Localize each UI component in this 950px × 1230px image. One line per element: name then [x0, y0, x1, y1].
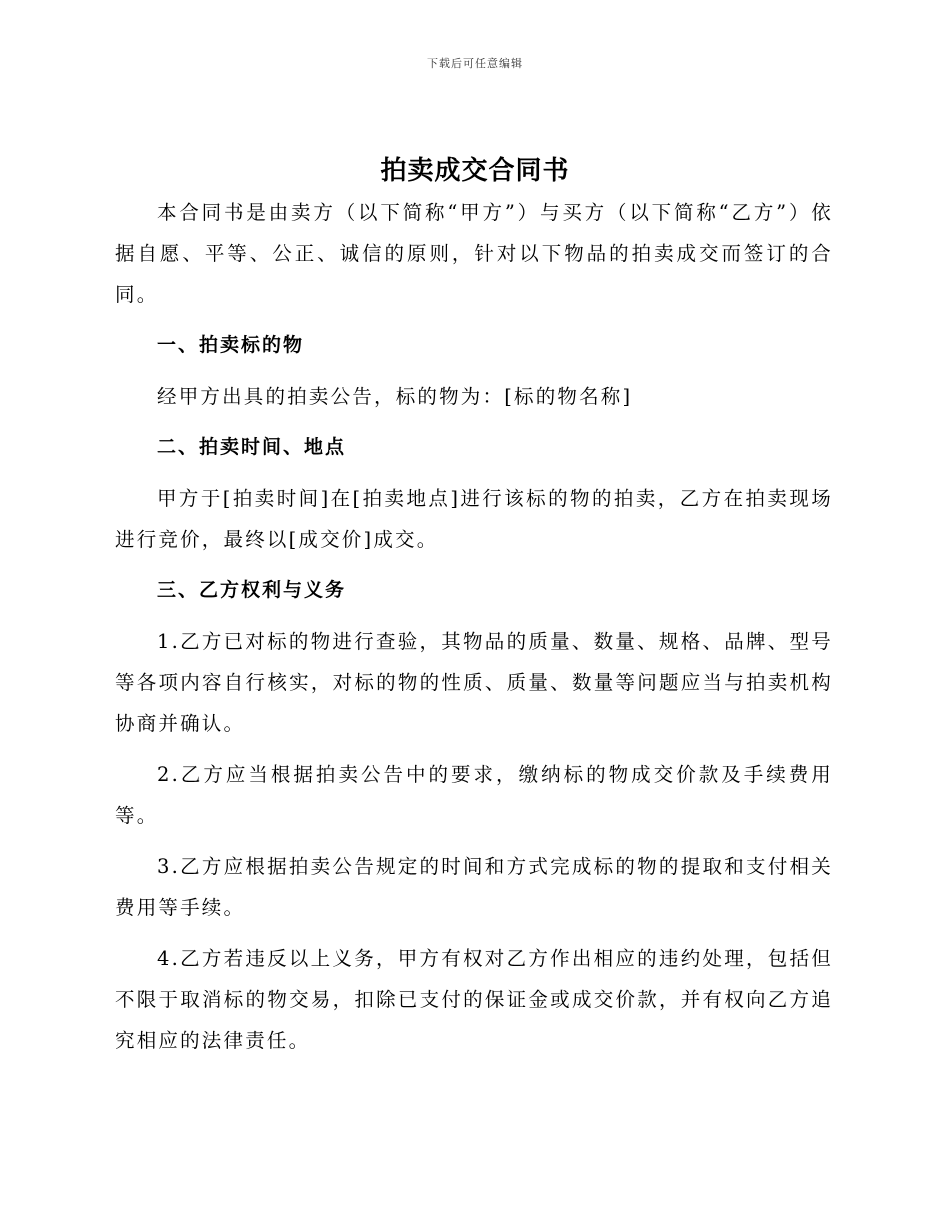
section-2-paragraph-1: 甲方于[拍卖时间]在[拍卖地点]进行该标的物的拍卖，乙方在拍卖现场进行竞价，最终以[成交价]成交。: [115, 487, 833, 551]
document-title: 拍卖成交合同书: [380, 156, 570, 186]
section-3-paragraph-4: 4.乙方若违反以上义务，甲方有权对乙方作出相应的违约处理，包括但不限于取消标的物交易，扣除已支付的保证金或成交价款，并有权向乙方追究相应的法律责任。: [115, 947, 833, 1052]
header-note: 下载后可任意编辑: [427, 57, 523, 70]
section-3-paragraph-2: 2.乙方应当根据拍卖公告中的要求，缴纳标的物成交价款及手续费用等。: [115, 763, 833, 827]
document-body: [115, 192, 833, 1061]
section-heading-subject: 一、拍卖标的物: [157, 334, 305, 356]
section-1-paragraph-1: 经甲方出具的拍卖公告，标的物为：[标的物名称]: [157, 385, 633, 408]
section-heading-buyer-rights: 三、乙方权利与义务: [157, 579, 347, 601]
section-heading-time-place: 二、拍卖时间、地点: [157, 436, 347, 458]
intro-paragraph: 本合同书是由卖方（以下简称“甲方”）与买方（以下简称“乙方”）依据自愿、平等、公正、诚信的原则，针对以下物品的拍卖成交而签订的合同。: [115, 201, 833, 306]
section-3-paragraph-1: 1.乙方已对标的物进行查验，其物品的质量、数量、规格、品牌、型号等各项内容自行核实，对标的物的性质、质量、数量等问题应当与拍卖机构协商并确认。: [115, 630, 833, 735]
section-3-paragraph-3: 3.乙方应根据拍卖公告规定的时间和方式完成标的物的提取和支付相关费用等手续。: [115, 855, 833, 919]
